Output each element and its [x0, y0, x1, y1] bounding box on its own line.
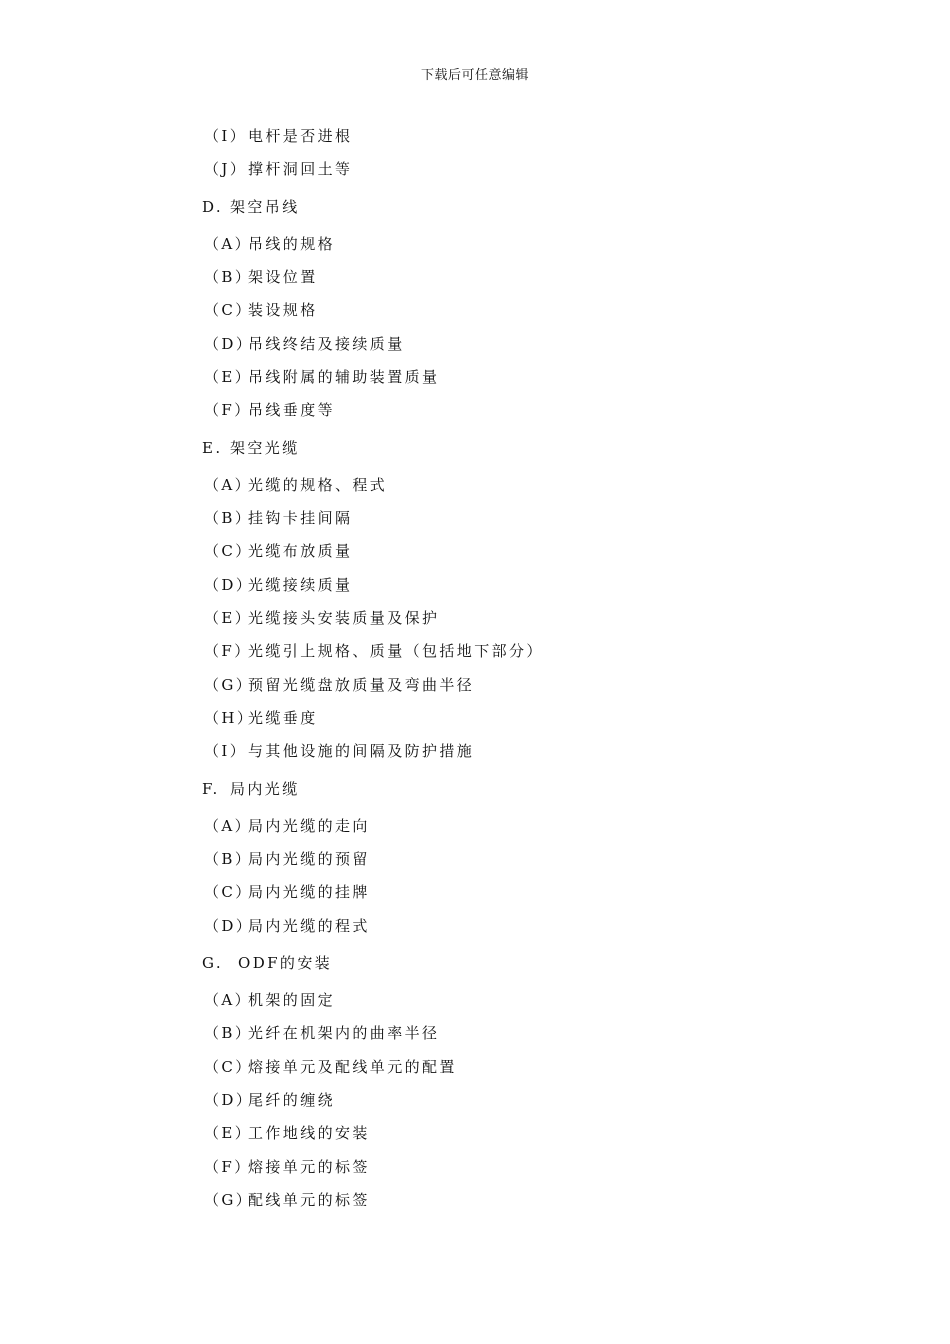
item-code: （C） — [204, 542, 253, 560]
item-code: （E） — [204, 368, 253, 386]
item-code: （F） — [204, 642, 252, 660]
item-code: （J） — [204, 160, 248, 178]
section-code: F. — [202, 780, 220, 798]
item-text: 架设位置 — [248, 268, 318, 286]
item-code: （E） — [204, 1124, 253, 1142]
section-code: E. — [202, 439, 223, 457]
list-item — [204, 367, 439, 387]
list-item — [204, 990, 335, 1010]
item-text: 局内光缆的挂牌 — [248, 883, 370, 901]
item-code: （A） — [204, 476, 253, 494]
item-text: 与其他设施的间隔及防护措施 — [248, 742, 475, 760]
item-code: （B） — [204, 850, 253, 868]
item-text: 局内光缆的程式 — [248, 917, 370, 935]
item-code: （A） — [204, 235, 253, 253]
item-code: （B） — [204, 1024, 253, 1042]
item-code: （I） — [204, 127, 248, 145]
section-title: ODF的安装 — [238, 954, 333, 972]
list-item — [204, 541, 352, 561]
item-text: 局内光缆的预留 — [248, 850, 370, 868]
section-title: 架空吊线 — [230, 198, 300, 216]
item-text: 电杆是否进根 — [248, 127, 353, 145]
item-text: 机架的固定 — [248, 991, 336, 1009]
section-code: D. — [202, 198, 224, 216]
section-title: 架空光缆 — [230, 439, 300, 457]
list-item — [204, 1123, 370, 1143]
item-code: （H） — [204, 709, 255, 727]
list-item — [204, 267, 318, 287]
section-heading — [202, 197, 300, 217]
item-code: （F） — [204, 401, 252, 419]
list-item — [204, 849, 370, 869]
list-item — [204, 641, 544, 661]
item-code: （C） — [204, 883, 253, 901]
list-item — [204, 159, 352, 179]
list-item — [204, 1190, 370, 1210]
item-text: 配线单元的标签 — [248, 1191, 370, 1209]
list-item — [204, 234, 335, 254]
item-text: 光纤在机架内的曲率半径 — [248, 1024, 440, 1042]
list-item — [204, 400, 335, 420]
item-code: （G） — [204, 676, 254, 694]
item-text: 吊线附属的辅助装置质量 — [248, 368, 440, 386]
list-item — [204, 126, 352, 146]
section-title: 局内光缆 — [230, 780, 300, 798]
item-code: （D） — [204, 576, 254, 594]
item-code: （D） — [204, 917, 254, 935]
item-text: 熔接单元及配线单元的配置 — [248, 1058, 457, 1076]
item-code: （A） — [204, 817, 253, 835]
item-code: （E） — [204, 609, 253, 627]
list-item — [204, 575, 352, 595]
page-header: 下载后可任意编辑 — [420, 68, 529, 83]
item-code: （I） — [204, 742, 248, 760]
list-item — [204, 508, 352, 528]
list-item — [204, 741, 474, 761]
item-code: （C） — [204, 301, 253, 319]
item-text: 吊线垂度等 — [248, 401, 336, 419]
list-item — [204, 916, 370, 936]
list-item — [204, 816, 370, 836]
item-code: （D） — [204, 335, 254, 353]
item-text: 尾纤的缠绕 — [248, 1091, 336, 1109]
item-text: 光缆垂度 — [248, 709, 318, 727]
item-code: （A） — [204, 991, 253, 1009]
list-item — [204, 882, 370, 902]
section-heading — [202, 953, 332, 973]
list-item — [204, 675, 474, 695]
item-text: 撑杆洞回土等 — [248, 160, 353, 178]
list-item — [204, 1057, 457, 1077]
item-code: （B） — [204, 509, 253, 527]
item-code: （D） — [204, 1091, 254, 1109]
item-text: 光缆引上规格、质量（包括地下部分） — [248, 642, 544, 660]
item-code: （G） — [204, 1191, 254, 1209]
item-code: （C） — [204, 1058, 253, 1076]
list-item — [204, 334, 405, 354]
section-code: G. — [202, 954, 224, 972]
item-text: 挂钩卡挂间隔 — [248, 509, 353, 527]
list-item — [204, 1090, 335, 1110]
item-text: 预留光缆盘放质量及弯曲半径 — [248, 676, 475, 694]
item-code: （F） — [204, 1158, 252, 1176]
item-text: 光缆接续质量 — [248, 576, 353, 594]
section-heading — [202, 438, 300, 458]
list-item — [204, 1023, 439, 1043]
list-item — [204, 608, 439, 628]
item-text: 熔接单元的标签 — [248, 1158, 370, 1176]
list-item — [204, 708, 318, 728]
item-text: 光缆布放质量 — [248, 542, 353, 560]
item-text: 光缆接头安装质量及保护 — [248, 609, 440, 627]
item-text: 吊线的规格 — [248, 235, 336, 253]
item-text: 吊线终结及接续质量 — [248, 335, 405, 353]
item-code: （B） — [204, 268, 253, 286]
list-item — [204, 1157, 370, 1177]
item-text: 工作地线的安装 — [248, 1124, 370, 1142]
item-text: 装设规格 — [248, 301, 318, 319]
list-item — [204, 475, 387, 495]
item-text: 光缆的规格、程式 — [248, 476, 388, 494]
item-text: 局内光缆的走向 — [248, 817, 370, 835]
section-heading — [202, 779, 300, 799]
list-item — [204, 300, 318, 320]
